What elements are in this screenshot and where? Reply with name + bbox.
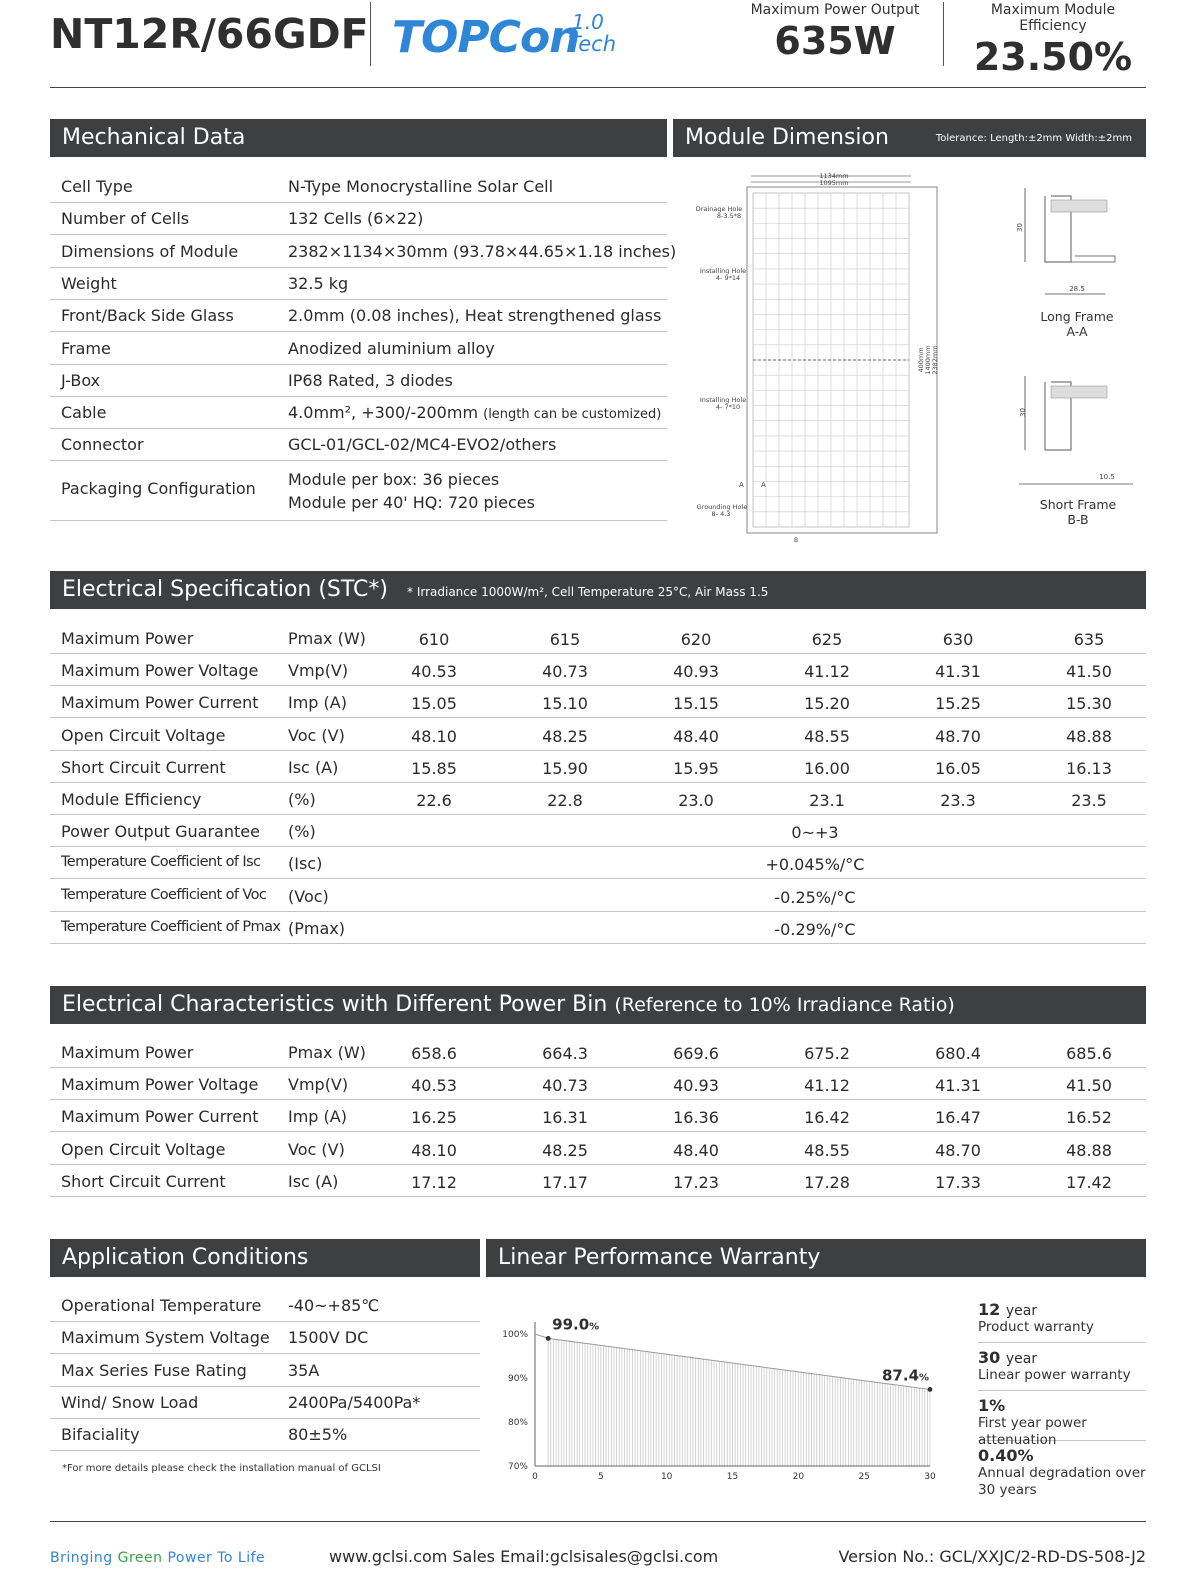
mechanical-row-label: Front/Back Side Glass (61, 306, 234, 326)
stc-cell: 15.25 (935, 694, 981, 714)
bin-cell: 17.23 (673, 1172, 719, 1192)
x-tick-label: 30 (924, 1472, 936, 1482)
stc-cell: 40.73 (542, 662, 588, 682)
long-frame-section: A-A (1066, 324, 1088, 339)
warranty-item-value (978, 1396, 1146, 1415)
application-row-label: Max Series Fuse Rating (61, 1360, 247, 1380)
bin-row-unit: Pmax (W) (288, 1043, 366, 1062)
stc-cell: 41.12 (804, 662, 850, 682)
stc-cell: 48.10 (411, 726, 457, 746)
stc-cell: 48.40 (673, 726, 719, 746)
x-tick-label: 5 (597, 1472, 604, 1482)
max-power-stat (742, 2, 928, 64)
application-row (50, 1387, 480, 1419)
bin-cell: 41.31 (935, 1076, 981, 1096)
application-row-label: Wind/ Snow Load (61, 1392, 199, 1412)
short-frame-section: B-B (1067, 512, 1089, 527)
stc-row-unit: (%) (288, 822, 316, 842)
mechanical-row-value-text: 2382×1134×30mm (93.78×44.65×1.18 inches) (288, 241, 677, 261)
stc-cell: 22.6 (416, 791, 452, 810)
warranty-item-label: Product warranty (978, 1319, 1094, 1335)
stc-cell: 15.05 (411, 694, 457, 714)
application-row-label: Operational Temperature (61, 1296, 262, 1315)
bin-row-label: Maximum Power (61, 1043, 194, 1062)
stc-title: Electrical Specification (STC*) (62, 577, 388, 602)
stc-row (50, 847, 1146, 879)
mechanical-row (50, 429, 667, 461)
mechanical-row-label: Frame (61, 338, 111, 358)
stc-row-label: Power Output Guarantee (61, 822, 260, 842)
slogan-part-1: Bringing (50, 1550, 118, 1566)
stc-cell: 615 (549, 630, 581, 649)
stc-cell: 48.70 (935, 726, 981, 746)
mechanical-row-value-text: 4.0mm², +300/-200mm (288, 403, 479, 423)
packaging-container: Module per 40' HQ: 720 pieces (288, 493, 535, 512)
stc-cell: 16.05 (935, 758, 981, 778)
application-row-value: 35A (288, 1360, 320, 1380)
version-number: Version No.: GCL/XXJC/2-RD-DS-508-J2 (838, 1547, 1146, 1566)
application-row-value: 2400Pa/5400Pa* (288, 1392, 421, 1412)
warranty-item-label: Linear power warranty (978, 1367, 1131, 1383)
warranty-point-value: 87.4 (882, 1366, 920, 1385)
warranty-item (978, 1446, 1146, 1504)
bin-row (50, 1133, 1146, 1165)
application-title: Application Conditions (62, 1245, 309, 1270)
bin-cell: 17.42 (1066, 1172, 1112, 1192)
stc-row (50, 783, 1146, 815)
mechanical-row-value (288, 306, 661, 325)
stc-cell: 22.8 (547, 791, 583, 810)
warranty-item-unit: year (1005, 1351, 1038, 1367)
bin-row (50, 1068, 1146, 1100)
mechanical-row (50, 365, 667, 397)
application-row-label: Bifaciality (61, 1425, 140, 1445)
width-outer-label: 1134mm (819, 172, 849, 180)
stc-row-unit: Imp (A) (288, 693, 347, 713)
warranty-header (486, 1239, 1146, 1277)
mechanical-row-value (288, 435, 556, 454)
stc-cell: 15.10 (542, 694, 588, 714)
bin-cell: 48.25 (542, 1140, 588, 1160)
bin-row-label: Maximum Power Current (61, 1107, 259, 1127)
stc-cell: 23.1 (809, 791, 845, 810)
mechanical-row (50, 300, 667, 332)
stc-cell: 16.13 (1066, 758, 1112, 778)
mechanical-row-value-text: IP68 Rated, 3 diodes (288, 370, 453, 390)
stc-cell: 16.00 (804, 758, 850, 778)
mechanical-row-value (288, 339, 495, 358)
stc-row-label: Module Efficiency (61, 790, 202, 809)
bin-cell: 16.47 (935, 1108, 981, 1128)
bin-cell: 40.53 (411, 1076, 457, 1096)
max-efficiency-stat (958, 2, 1148, 80)
application-row-value: -40~+85℃ (288, 1296, 380, 1315)
stc-row (50, 622, 1146, 654)
height-dimensions (917, 345, 939, 374)
x-tick-label: 15 (726, 1472, 739, 1482)
mechanical-data-header (50, 119, 667, 157)
stc-row (50, 880, 1146, 912)
application-header (50, 1239, 480, 1277)
stc-cell: 41.31 (935, 662, 981, 682)
packaging-label: Packaging Configuration (61, 479, 256, 498)
mechanical-row-value (288, 177, 553, 196)
y-tick-label: 70% (507, 1462, 528, 1472)
bin-cell: 669.6 (673, 1044, 719, 1063)
stc-cell: 23.5 (1071, 791, 1107, 810)
stc-cell: 15.30 (1066, 694, 1112, 714)
mechanical-row-value-text: 2.0mm (0.08 inches), Heat strengthened glass (288, 306, 662, 326)
width-inner-label: 1095mm (819, 179, 849, 187)
logo-main-text: TOPCon (392, 12, 580, 63)
bin-cell: 48.40 (673, 1140, 719, 1160)
stc-cell: 620 (680, 630, 712, 649)
power-bin-header (50, 986, 1146, 1024)
slogan-part-2: Power To Life (162, 1550, 266, 1566)
header-divider-2 (943, 2, 944, 66)
long-frame-width: 28.5 (1069, 285, 1085, 293)
warranty-item-number: 12 (978, 1300, 1001, 1319)
application-row-value: 1500V DC (288, 1328, 369, 1348)
bin-cell: 40.93 (673, 1076, 719, 1096)
slogan-green: Green (117, 1550, 163, 1566)
bin-cell: 680.4 (935, 1044, 981, 1063)
stc-row-label: Maximum Power Voltage (61, 661, 259, 681)
stc-row-label: Maximum Power Current (61, 693, 259, 713)
mechanical-row (50, 268, 667, 300)
bin-row (50, 1036, 1146, 1068)
bin-cell: 16.52 (1066, 1108, 1112, 1128)
installation-note: *For more details please check the installation manual of GCLSI (62, 1463, 381, 1474)
mechanical-row-value (288, 371, 453, 390)
bin-cell: 48.88 (1066, 1140, 1112, 1160)
mechanical-row-label: Number of Cells (61, 209, 190, 229)
stc-row-unit: (Isc) (288, 854, 323, 874)
warranty-point-unit: % (919, 1372, 930, 1384)
stc-header (50, 571, 1146, 609)
stc-row-unit: Voc (V) (288, 725, 345, 745)
stc-cell: 625 (811, 630, 843, 649)
mechanical-row-value-text: N-Type Monocrystalline Solar Cell (288, 177, 554, 196)
application-row-value: 80±5% (288, 1425, 348, 1445)
warranty-title: Linear Performance Warranty (498, 1245, 821, 1270)
mechanical-data-title: Mechanical Data (62, 125, 246, 150)
section-b-label: B (794, 537, 799, 544)
bin-cell: 16.42 (804, 1108, 850, 1128)
warranty-point-label (882, 1366, 929, 1384)
application-row-label: Maximum System Voltage (61, 1328, 270, 1348)
power-bin-title: Electrical Characteristics with Different Power Bin (62, 992, 608, 1017)
bin-cell: 17.28 (804, 1172, 850, 1192)
short-frame-label: Short Frame (1039, 497, 1117, 512)
stc-cell: 40.53 (411, 662, 457, 682)
mechanical-row (50, 333, 667, 365)
short-frame-height: 30 (1019, 408, 1027, 417)
warranty-point (546, 1336, 551, 1341)
stc-cell: 15.15 (673, 694, 719, 714)
stc-cell: 48.55 (804, 726, 850, 746)
warranty-item (978, 1396, 1146, 1448)
stc-row-unit: Isc (A) (288, 757, 339, 777)
warranty-item-label: First year power attenuation (978, 1415, 1087, 1448)
mechanical-row-label: Dimensions of Module (61, 241, 239, 261)
stc-row-label: Maximum Power (61, 629, 194, 648)
module-dimension-title: Module Dimension (685, 125, 889, 150)
application-row (50, 1419, 480, 1451)
bin-row (50, 1100, 1146, 1132)
stc-cell: 48.25 (542, 726, 588, 746)
bin-cell: 17.12 (411, 1172, 457, 1192)
height-400-label: 400mm (917, 347, 925, 373)
drainage-hole-label: Drainage Hole (695, 205, 743, 213)
stc-row-label: Short Circuit Current (61, 757, 226, 777)
stc-subtitle: * Irradiance 1000W/m², Cell Temperature 25°C, Air Mass 1.5 (407, 585, 769, 599)
x-tick-label: 10 (660, 1472, 673, 1482)
bin-cell: 658.6 (411, 1044, 457, 1063)
warranty-point-value: 99.0 (552, 1315, 590, 1334)
stc-span-value: -0.25%/°C (774, 887, 856, 907)
x-tick-label: 20 (792, 1472, 805, 1482)
warranty-item-label: Annual degradation over 30 years (978, 1465, 1146, 1498)
stc-row-label: Temperature Coefficient of Voc (61, 886, 267, 903)
stc-cell: 15.20 (804, 694, 850, 714)
stc-row (50, 686, 1146, 718)
stc-cell: 630 (942, 630, 974, 649)
bin-row-unit: Vmp(V) (288, 1075, 349, 1095)
stc-row-label: Temperature Coefficient of Isc (61, 854, 261, 871)
warranty-item (978, 1348, 1146, 1391)
long-frame-label: Long Frame (1040, 309, 1114, 324)
mechanical-row-value-text: 32.5 kg (288, 273, 349, 293)
module-outline (747, 176, 937, 533)
short-frame-profile (1019, 376, 1133, 484)
application-row (50, 1290, 480, 1322)
cable-length-note: (length can be customized) (483, 407, 662, 423)
warranty-item (978, 1300, 1146, 1343)
stc-row-unit: (Pmax) (288, 918, 345, 938)
mechanical-row-value (288, 403, 661, 422)
mechanical-row-value (288, 242, 676, 261)
bin-cell: 40.73 (542, 1076, 588, 1096)
stc-row-label: Temperature Coefficient of Pmax (61, 918, 281, 935)
stc-row-unit: Vmp(V) (288, 661, 349, 681)
stc-cell: 15.85 (411, 758, 457, 778)
stc-cell: 41.50 (1066, 662, 1112, 682)
warranty-chart (490, 1290, 950, 1490)
y-tick-label: 80% (507, 1418, 528, 1428)
bin-cell: 675.2 (804, 1044, 850, 1063)
bin-cell: 41.50 (1066, 1076, 1112, 1096)
max-power-label: Maximum Power Output (750, 2, 920, 18)
mechanical-row (50, 203, 667, 235)
warranty-point-unit: % (589, 1321, 600, 1333)
bin-cell: 48.10 (411, 1140, 457, 1160)
mechanical-row-label: Cell Type (61, 177, 133, 196)
module-dimension-header (673, 119, 1146, 157)
stc-span-value: +0.045%/°C (765, 855, 865, 875)
mechanical-row-label: Connector (61, 435, 144, 455)
bin-row-label: Maximum Power Voltage (61, 1075, 259, 1095)
section-a-label-1: A (739, 481, 744, 489)
power-bin-subtitle: (Reference to 10% Irradiance Ratio) (614, 994, 955, 1016)
bin-row-label: Open Circuit Voltage (61, 1139, 226, 1159)
installing-hole-label-2: Installing Hole (699, 396, 747, 404)
installing-hole-spec-2: 4- 7*10 (715, 403, 741, 411)
stc-cell: 40.93 (673, 662, 719, 682)
bin-cell: 17.17 (542, 1172, 588, 1192)
mechanical-row-label: Weight (61, 273, 117, 293)
stc-span-value: 0~+3 (791, 823, 839, 843)
header-divider (370, 2, 371, 66)
mechanical-row (50, 397, 667, 429)
warranty-item-unit: year (1005, 1303, 1038, 1319)
stc-cell: 610 (418, 630, 450, 649)
max-power-value: 635W (774, 19, 896, 63)
bin-cell: 48.70 (935, 1140, 981, 1160)
bin-cell: 17.33 (935, 1172, 981, 1192)
long-frame-profile (1025, 188, 1115, 294)
bin-row-unit: Voc (V) (288, 1139, 345, 1159)
stc-cell: 635 (1073, 630, 1105, 649)
installing-hole-label-1: Installing Hole (699, 267, 747, 275)
max-efficiency-value: 23.50% (973, 35, 1133, 79)
stc-row-unit: Pmax (W) (288, 629, 366, 648)
bin-cell: 48.55 (804, 1140, 850, 1160)
bin-cell: 664.3 (542, 1044, 588, 1063)
bin-row (50, 1165, 1146, 1197)
topcon-logo (392, 10, 617, 63)
stc-row-label: Open Circuit Voltage (61, 725, 226, 745)
bin-row-unit: Isc (A) (288, 1171, 339, 1191)
stc-cell: 23.3 (940, 791, 976, 810)
footer-rule (50, 1521, 1146, 1522)
mechanical-row (50, 236, 677, 268)
mechanical-row-value-text: GCL-01/GCL-02/MC4-EVO2/others (288, 435, 557, 455)
short-frame-width: 10.5 (1099, 473, 1115, 481)
warranty-item-value (978, 1300, 1146, 1319)
warranty-area (548, 1338, 930, 1466)
stc-span-value: -0.29%/°C (774, 919, 856, 939)
mechanical-row-value (288, 209, 423, 228)
logo-tech: Tech (568, 32, 617, 56)
warranty-item-number: 0.40% (978, 1446, 1034, 1465)
bin-row-label: Short Circuit Current (61, 1171, 226, 1191)
module-dimension-drawing (673, 160, 1146, 552)
height-1400-label: 1400mm (924, 345, 932, 375)
header-rule (50, 87, 1146, 88)
long-frame-height: 30 (1016, 223, 1024, 232)
y-tick-label: 90% (507, 1374, 528, 1384)
bin-cell: 16.31 (542, 1108, 588, 1128)
stc-cell: 48.88 (1066, 726, 1112, 746)
stc-row (50, 912, 1146, 944)
bin-cell: 16.36 (673, 1108, 719, 1128)
drainage-hole-spec: 8-3.5*8 (716, 212, 742, 220)
stc-cell: 15.95 (673, 758, 719, 778)
bin-cell: 16.25 (411, 1108, 457, 1128)
warranty-item-value (978, 1348, 1146, 1367)
stc-row-unit: (%) (288, 790, 316, 809)
mechanical-row-value (288, 274, 348, 293)
installing-hole-spec-1: 4- 9*14 (715, 274, 741, 282)
packaging-row (50, 461, 667, 521)
stc-row-unit: (Voc) (288, 886, 329, 906)
stc-row (50, 751, 1146, 783)
y-tick-label: 100% (502, 1330, 528, 1340)
mechanical-row (50, 171, 667, 203)
warranty-point (928, 1387, 933, 1392)
height-2382-label: 2382mm (931, 345, 939, 375)
stc-row (50, 815, 1146, 847)
stc-row (50, 719, 1146, 751)
max-efficiency-label: Maximum Module Efficiency (990, 2, 1116, 34)
bin-row-unit: Imp (A) (288, 1107, 347, 1127)
grounding-hole-spec: 8- 4.3 (711, 510, 731, 518)
tolerance-note: Tolerance: Length:±2mm Width:±2mm (935, 133, 1132, 144)
model-number: NT12R/66GDF (50, 10, 369, 58)
stc-cell: 23.0 (678, 791, 714, 810)
warranty-item-value (978, 1446, 1146, 1465)
application-row (50, 1322, 480, 1354)
logo-version: 1.0 (572, 10, 604, 34)
warranty-point-label (552, 1315, 599, 1333)
application-row (50, 1355, 480, 1387)
x-tick-label: 0 (532, 1472, 538, 1482)
bin-cell: 685.6 (1066, 1044, 1112, 1063)
warranty-item-number: 30 (978, 1348, 1001, 1367)
mechanical-row-value-text: 132 Cells (6×22) (288, 209, 424, 229)
section-a-label-2: A (761, 481, 766, 489)
grounding-hole-label: Grounding Hole (696, 503, 748, 511)
mechanical-row-label: Cable (61, 403, 107, 423)
bin-cell: 41.12 (804, 1076, 850, 1096)
mechanical-row-label: J-Box (61, 370, 101, 390)
packaging-box: Module per box: 36 pieces (288, 470, 500, 489)
stc-row (50, 654, 1146, 686)
website-and-email: www.gclsi.com Sales Email:gclsisales@gclsi.com (329, 1547, 719, 1566)
warranty-item-number: 1% (978, 1396, 1006, 1415)
x-tick-label: 25 (858, 1472, 870, 1482)
stc-cell: 15.90 (542, 758, 588, 778)
mechanical-row-value-text: Anodized aluminium alloy (288, 338, 495, 358)
slogan (50, 1550, 265, 1566)
